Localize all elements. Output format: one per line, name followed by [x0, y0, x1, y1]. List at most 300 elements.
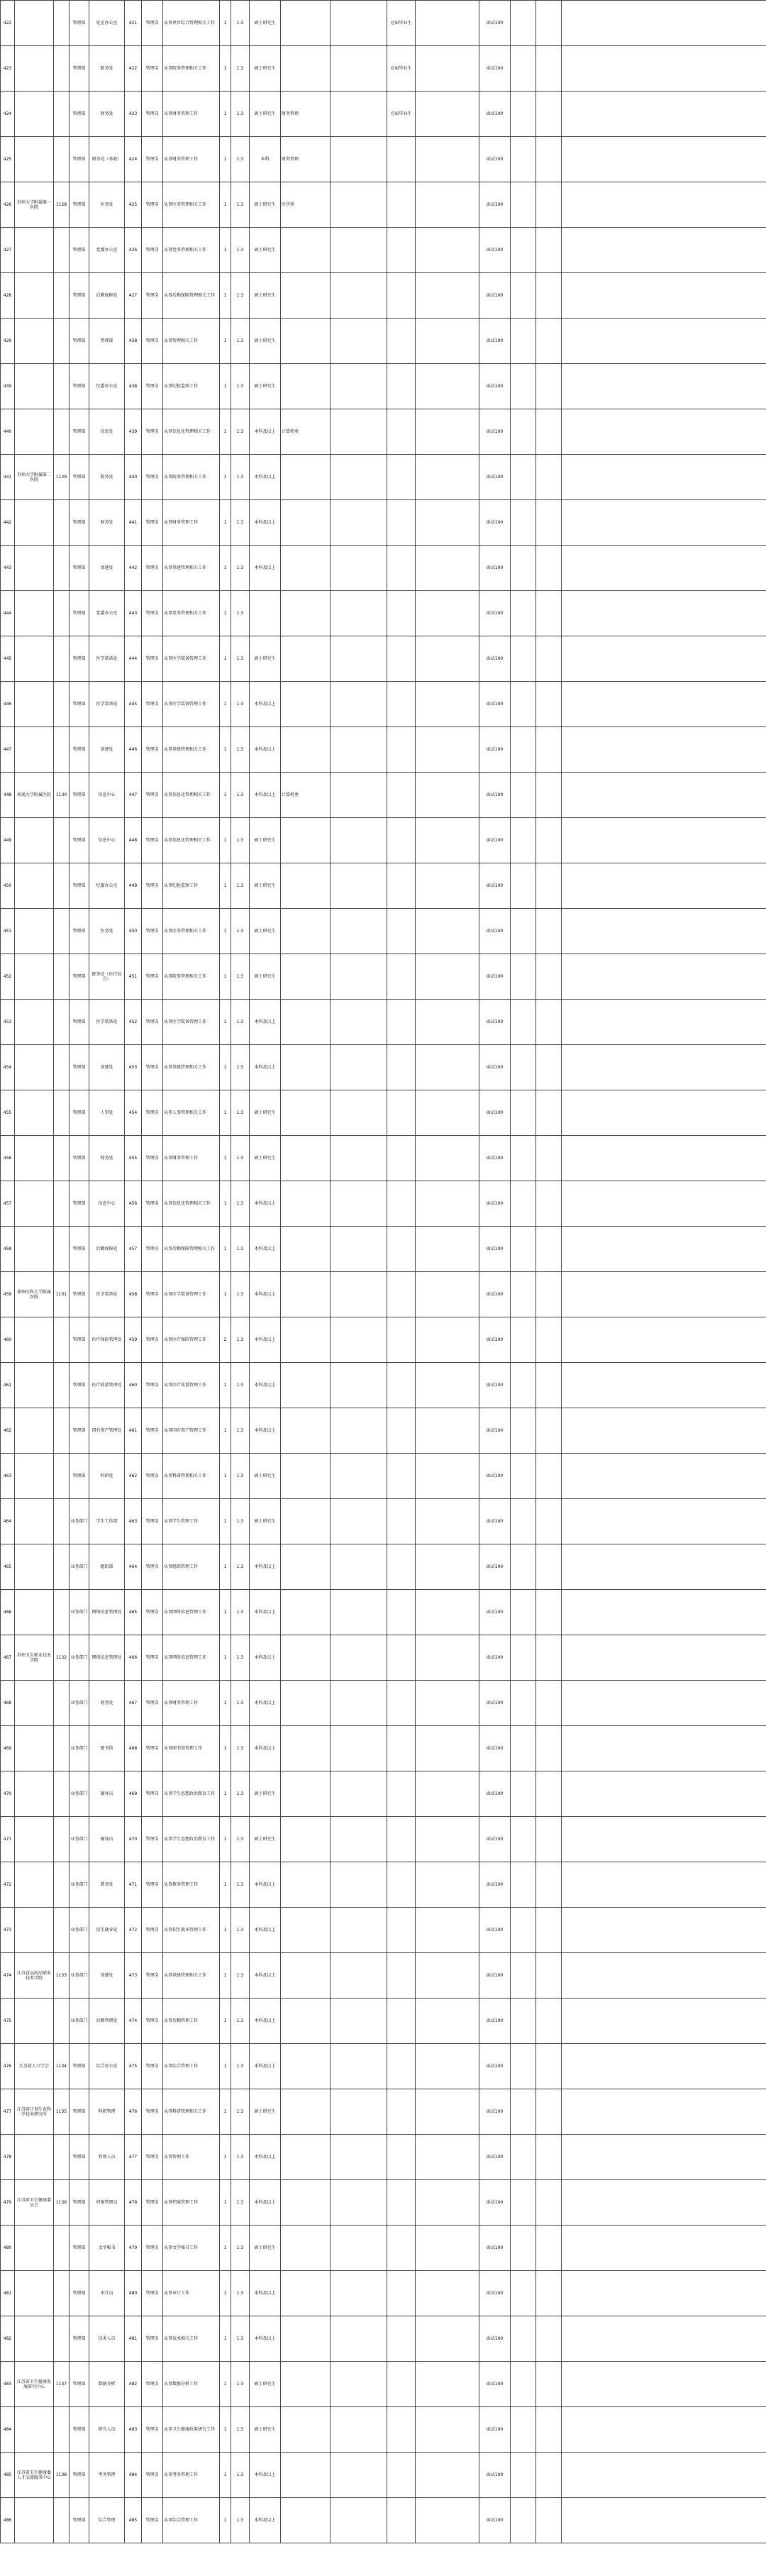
table-row	[1, 2226, 766, 2271]
cell-exam: 面试100	[479, 2271, 511, 2316]
cell-other	[416, 409, 479, 455]
cell-exam: 面试100	[479, 409, 511, 455]
cell-pid: 427	[125, 273, 142, 319]
cell-pos: 财务处	[89, 92, 125, 137]
cell-note	[536, 137, 562, 182]
cell-src	[387, 2453, 416, 2498]
cell-pos: 人事处	[89, 1090, 125, 1136]
cell-desc: 从事档案管理工作	[163, 2180, 220, 2226]
cell-note	[536, 1227, 562, 1272]
cell-code	[54, 1908, 70, 1953]
cell-pos: 网络信息管理处	[89, 1590, 125, 1635]
cell-dept: 管理部	[70, 954, 89, 1000]
table-row	[1, 909, 766, 954]
cell-note	[536, 2044, 562, 2089]
cell-blank	[562, 1771, 766, 1817]
cell-desc: 从事卫生健康政策研究工作	[163, 2407, 220, 2453]
cell-desc: 从事党务管理相关工作	[163, 591, 220, 636]
cell-ratio: 1:3	[231, 1181, 250, 1227]
cell-ratio: 1:3	[231, 1408, 250, 1454]
cell-blank	[562, 455, 766, 500]
cell-other	[416, 46, 479, 92]
cell-num: 1	[220, 2407, 231, 2453]
cell-edu: 本科及以上	[250, 2271, 281, 2316]
table-row	[1, 818, 766, 863]
cell-unit	[15, 500, 54, 546]
cell-blank	[562, 182, 766, 228]
cell-cat: 管理岗	[142, 1681, 163, 1726]
cell-pid: 423	[125, 92, 142, 137]
cell-pid: 449	[125, 863, 142, 909]
cell-note	[536, 1544, 562, 1590]
cell-exam: 面试100	[479, 2226, 511, 2271]
cell-contact	[511, 1317, 536, 1363]
cell-req	[331, 1771, 387, 1817]
cell-dept: 管理部	[70, 455, 89, 500]
cell-desc: 从事人事管理相关工作	[163, 1090, 220, 1136]
cell-pid: 459	[125, 1317, 142, 1363]
cell-blank	[562, 1817, 766, 1862]
cell-contact	[511, 1908, 536, 1953]
cell-no: 479	[1, 2180, 15, 2226]
cell-other	[416, 1544, 479, 1590]
cell-cat: 管理岗	[142, 1499, 163, 1544]
cell-ratio: 1:3	[231, 1090, 250, 1136]
table-row	[1, 92, 766, 137]
cell-note	[536, 2498, 562, 2543]
cell-num: 1	[220, 1090, 231, 1136]
cell-code	[54, 46, 70, 92]
cell-pid: 465	[125, 1590, 142, 1635]
cell-dept: 管理部	[70, 228, 89, 273]
cell-other	[416, 137, 479, 182]
cell-src	[387, 1908, 416, 1953]
cell-edu: 硕士研究生	[250, 92, 281, 137]
cell-other	[416, 1, 479, 46]
cell-code	[54, 1862, 70, 1908]
cell-ratio: 1:3	[231, 273, 250, 319]
cell-desc: 从事后勤管理工作	[163, 1999, 220, 2044]
cell-num: 1	[220, 1771, 231, 1817]
cell-cat: 管理岗	[142, 1544, 163, 1590]
cell-cat: 管理岗	[142, 909, 163, 954]
cell-dept: 管理部	[70, 2226, 89, 2271]
cell-note	[536, 1408, 562, 1454]
cell-dept: 管理部	[70, 2044, 89, 2089]
cell-unit	[15, 636, 54, 682]
cell-cat: 管理岗	[142, 1999, 163, 2044]
table-row	[1, 319, 766, 364]
cell-blank	[562, 2135, 766, 2180]
cell-no: 450	[1, 863, 15, 909]
cell-pos: 数据分析	[89, 2362, 125, 2407]
table-row	[1, 2180, 766, 2226]
cell-major: 财务管理	[281, 92, 331, 137]
cell-req	[331, 500, 387, 546]
cell-blank	[562, 1227, 766, 1272]
cell-pid: 470	[125, 1817, 142, 1862]
table-row	[1, 1363, 766, 1408]
cell-dept: 管理部	[70, 863, 89, 909]
cell-desc: 从事医学装备管理工作	[163, 636, 220, 682]
cell-cat: 管理岗	[142, 1000, 163, 1045]
cell-contact	[511, 1862, 536, 1908]
cell-blank	[562, 1953, 766, 1999]
cell-num: 2	[220, 1317, 231, 1363]
cell-code	[54, 1, 70, 46]
cell-num: 1	[220, 1999, 231, 2044]
cell-other	[416, 2044, 479, 2089]
cell-num: 1	[220, 319, 231, 364]
cell-code	[54, 2498, 70, 2543]
cell-code	[54, 682, 70, 727]
cell-dept: 管理部	[70, 2271, 89, 2316]
cell-dept: 管理部	[70, 46, 89, 92]
cell-other	[416, 727, 479, 773]
cell-major	[281, 954, 331, 1000]
cell-no: 472	[1, 1862, 15, 1908]
cell-num: 1	[220, 2316, 231, 2362]
cell-desc: 从事基建管理相关工作	[163, 546, 220, 591]
cell-ratio: 1:3	[231, 2135, 250, 2180]
cell-unit	[15, 682, 54, 727]
cell-src	[387, 1227, 416, 1272]
cell-src	[387, 1408, 416, 1454]
cell-note	[536, 1908, 562, 1953]
cell-contact	[511, 591, 536, 636]
cell-src	[387, 773, 416, 818]
cell-other	[416, 1272, 479, 1317]
cell-req	[331, 2498, 387, 2543]
cell-major	[281, 1635, 331, 1681]
cell-major	[281, 1363, 331, 1408]
cell-src	[387, 727, 416, 773]
cell-src	[387, 1817, 416, 1862]
cell-pid: 483	[125, 2407, 142, 2453]
cell-code	[54, 364, 70, 409]
cell-pos: 管理部	[89, 319, 125, 364]
cell-contact	[511, 1726, 536, 1771]
cell-req	[331, 1, 387, 46]
cell-req	[331, 1408, 387, 1454]
cell-req	[331, 2407, 387, 2453]
cell-num: 1	[220, 1227, 231, 1272]
cell-cat: 管理岗	[142, 2407, 163, 2453]
cell-unit	[15, 1454, 54, 1499]
cell-cat: 管理岗	[142, 228, 163, 273]
cell-cat: 管理岗	[142, 954, 163, 1000]
cell-src	[387, 1272, 416, 1317]
cell-no: 422	[1, 1, 15, 46]
cell-edu	[250, 591, 281, 636]
cell-num: 1	[220, 2180, 231, 2226]
cell-ratio: 1:3	[231, 137, 250, 182]
cell-src	[387, 1862, 416, 1908]
cell-pos: 国有资产管理处	[89, 1408, 125, 1454]
cell-edu: 本科及以上	[250, 1590, 281, 1635]
cell-dept: 业务部门	[70, 1726, 89, 1771]
cell-unit	[15, 1045, 54, 1090]
cell-major	[281, 1590, 331, 1635]
cell-desc: 从事财务管理工作	[163, 1136, 220, 1181]
cell-unit	[15, 1181, 54, 1227]
cell-ratio: 1:3	[231, 2362, 250, 2407]
cell-cat: 管理岗	[142, 1862, 163, 1908]
cell-no: 424	[1, 92, 15, 137]
cell-num: 1	[220, 2362, 231, 2407]
cell-pid: 455	[125, 1136, 142, 1181]
cell-pid: 460	[125, 1363, 142, 1408]
cell-unit: 江苏省人口学会	[15, 2044, 54, 2089]
cell-dept: 管理部	[70, 1408, 89, 1454]
cell-exam: 面试100	[479, 727, 511, 773]
cell-src	[387, 1544, 416, 1590]
cell-contact	[511, 2362, 536, 2407]
cell-note	[536, 1000, 562, 1045]
cell-dept: 管理部	[70, 1317, 89, 1363]
cell-no: 439	[1, 364, 15, 409]
cell-src: 应届毕业生	[387, 46, 416, 92]
cell-note	[536, 682, 562, 727]
table-row	[1, 1045, 766, 1090]
cell-contact	[511, 2135, 536, 2180]
cell-src	[387, 863, 416, 909]
cell-ratio: 1:3	[231, 1590, 250, 1635]
cell-contact	[511, 319, 536, 364]
cell-req	[331, 455, 387, 500]
cell-major	[281, 273, 331, 319]
cell-ratio: 1:3	[231, 727, 250, 773]
cell-cat: 管理岗	[142, 863, 163, 909]
cell-code: 1137	[54, 2362, 70, 2407]
cell-blank	[562, 1363, 766, 1408]
cell-note	[536, 1635, 562, 1681]
cell-pos: 党委办公室	[89, 228, 125, 273]
cell-code	[54, 1499, 70, 1544]
cell-req	[331, 364, 387, 409]
cell-unit	[15, 1408, 54, 1454]
cell-major	[281, 2089, 331, 2135]
cell-src	[387, 2226, 416, 2271]
cell-cat: 管理岗	[142, 2316, 163, 2362]
table-row	[1, 2453, 766, 2498]
cell-major	[281, 2226, 331, 2271]
cell-req	[331, 2226, 387, 2271]
cell-ratio: 1:3	[231, 46, 250, 92]
cell-edu: 硕士研究生	[250, 2226, 281, 2271]
table-row	[1, 1499, 766, 1544]
cell-req	[331, 863, 387, 909]
cell-ratio: 1:3	[231, 1999, 250, 2044]
cell-code	[54, 2407, 70, 2453]
cell-blank	[562, 1635, 766, 1681]
cell-ratio: 1:3	[231, 1045, 250, 1090]
cell-exam: 面试100	[479, 1408, 511, 1454]
cell-req	[331, 773, 387, 818]
cell-unit	[15, 727, 54, 773]
cell-note	[536, 455, 562, 500]
cell-ratio: 1:3	[231, 182, 250, 228]
cell-blank	[562, 2089, 766, 2135]
cell-unit	[15, 1317, 54, 1363]
cell-other	[416, 92, 479, 137]
cell-contact	[511, 2089, 536, 2135]
cell-contact	[511, 773, 536, 818]
cell-unit	[15, 1090, 54, 1136]
cell-no: 477	[1, 2089, 15, 2135]
table-row	[1, 636, 766, 682]
cell-edu: 本科及以上	[250, 1000, 281, 1045]
cell-other	[416, 2316, 479, 2362]
cell-code	[54, 2226, 70, 2271]
cell-ratio: 1:3	[231, 1862, 250, 1908]
cell-unit	[15, 1136, 54, 1181]
cell-pos: 档案管理员	[89, 2180, 125, 2226]
cell-dept: 管理部	[70, 2135, 89, 2180]
cell-pid: 445	[125, 682, 142, 727]
table-row	[1, 182, 766, 228]
cell-no: 481	[1, 2271, 15, 2316]
cell-dept: 管理部	[70, 682, 89, 727]
table-row	[1, 2407, 766, 2453]
cell-code	[54, 1000, 70, 1045]
cell-cat: 管理岗	[142, 2135, 163, 2180]
cell-ratio: 1:3	[231, 1136, 250, 1181]
cell-dept: 管理部	[70, 1181, 89, 1227]
cell-edu: 硕士研究生	[250, 818, 281, 863]
cell-src	[387, 182, 416, 228]
cell-no: 440	[1, 409, 15, 455]
cell-code	[54, 2271, 70, 2316]
cell-note	[536, 954, 562, 1000]
cell-edu: 本科及以上	[250, 1544, 281, 1590]
cell-dept: 管理部	[70, 137, 89, 182]
cell-other	[416, 1590, 479, 1635]
cell-note	[536, 1862, 562, 1908]
cell-pid: 444	[125, 636, 142, 682]
cell-contact	[511, 2044, 536, 2089]
cell-contact	[511, 1681, 536, 1726]
cell-num: 1	[220, 863, 231, 909]
cell-blank	[562, 2407, 766, 2453]
cell-cat: 管理岗	[142, 1635, 163, 1681]
cell-dept: 管理部	[70, 273, 89, 319]
cell-cat: 管理岗	[142, 773, 163, 818]
cell-unit	[15, 1544, 54, 1590]
cell-unit	[15, 1000, 54, 1045]
cell-edu: 本科及以上	[250, 2135, 281, 2180]
cell-dept: 管理部	[70, 636, 89, 682]
table-row	[1, 500, 766, 546]
cell-code: 1135	[54, 2089, 70, 2135]
cell-blank	[562, 409, 766, 455]
cell-exam: 面试100	[479, 2135, 511, 2180]
table-row	[1, 682, 766, 727]
cell-contact	[511, 1227, 536, 1272]
cell-cat: 管理岗	[142, 1817, 163, 1862]
cell-no: 461	[1, 1363, 15, 1408]
cell-no: 468	[1, 1681, 15, 1726]
cell-cat: 管理岗	[142, 2180, 163, 2226]
cell-no: 428	[1, 273, 15, 319]
cell-dept: 管理部	[70, 1454, 89, 1499]
cell-num: 1	[220, 1454, 231, 1499]
cell-blank	[562, 591, 766, 636]
cell-major	[281, 909, 331, 954]
cell-blank	[562, 1454, 766, 1499]
cell-pos: 管理人员	[89, 2135, 125, 2180]
cell-other	[416, 682, 479, 727]
cell-pos: 医疗保险管理处	[89, 1317, 125, 1363]
table-row	[1, 2362, 766, 2407]
cell-code	[54, 1408, 70, 1454]
cell-note	[536, 1136, 562, 1181]
cell-pos: 科研管理	[89, 2089, 125, 2135]
cell-pos: 后勤保障处	[89, 273, 125, 319]
cell-unit	[15, 1363, 54, 1408]
table-row	[1, 1999, 766, 2044]
cell-note	[536, 364, 562, 409]
cell-pos: 综合管理	[89, 2498, 125, 2543]
cell-other	[416, 818, 479, 863]
cell-edu: 本科及以上	[250, 1862, 281, 1908]
cell-src	[387, 409, 416, 455]
cell-exam: 面试100	[479, 1771, 511, 1817]
cell-req	[331, 954, 387, 1000]
cell-req	[331, 1090, 387, 1136]
cell-pos: 后勤管理处	[89, 1999, 125, 2044]
cell-code: 1131	[54, 1272, 70, 1317]
cell-no: 456	[1, 1136, 15, 1181]
cell-src	[387, 954, 416, 1000]
cell-cat: 管理岗	[142, 818, 163, 863]
cell-num: 1	[220, 2135, 231, 2180]
cell-contact	[511, 1454, 536, 1499]
cell-note	[536, 92, 562, 137]
cell-req	[331, 2271, 387, 2316]
cell-cat: 管理岗	[142, 500, 163, 546]
cell-other	[416, 228, 479, 273]
cell-pos: 纪委办公室	[89, 364, 125, 409]
cell-src	[387, 319, 416, 364]
cell-cat: 管理岗	[142, 1363, 163, 1408]
cell-pos: 信息中心	[89, 1181, 125, 1227]
cell-code	[54, 1454, 70, 1499]
table-row	[1, 1, 766, 46]
cell-cat: 管理岗	[142, 1045, 163, 1090]
cell-dept: 管理部	[70, 2316, 89, 2362]
cell-pos: 财务处	[89, 500, 125, 546]
cell-unit	[15, 1862, 54, 1908]
cell-dept: 管理部	[70, 2407, 89, 2453]
cell-contact	[511, 1499, 536, 1544]
cell-ratio: 1:3	[231, 364, 250, 409]
cell-note	[536, 1499, 562, 1544]
cell-edu: 本科及以上	[250, 682, 281, 727]
cell-dept: 业务部门	[70, 1999, 89, 2044]
cell-pid: 438	[125, 364, 142, 409]
cell-dept: 管理部	[70, 500, 89, 546]
cell-unit	[15, 409, 54, 455]
cell-no: 455	[1, 1090, 15, 1136]
cell-desc: 从事文字秘书工作	[163, 2226, 220, 2271]
cell-edu: 硕士研究生	[250, 46, 281, 92]
cell-other	[416, 1090, 479, 1136]
cell-exam: 面试100	[479, 1, 511, 46]
cell-req	[331, 727, 387, 773]
cell-contact	[511, 909, 536, 954]
cell-unit: 江苏省计划生育科学技术研究所	[15, 2089, 54, 2135]
